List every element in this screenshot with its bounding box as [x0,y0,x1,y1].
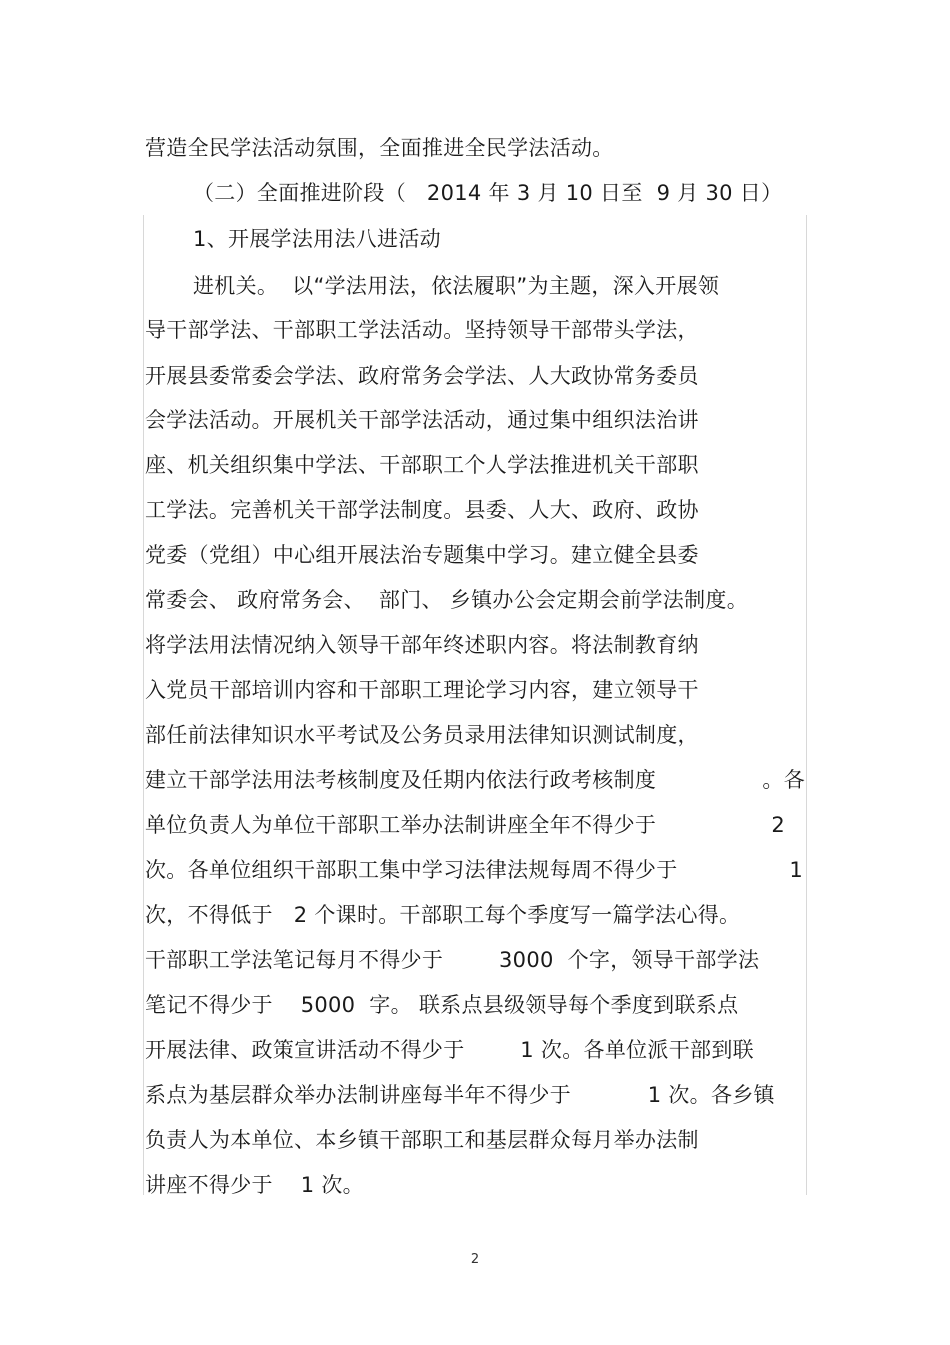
paragraph-line: 入党员干部培训内容和干部职工理论学习内容，建立领导干 [145,678,699,702]
line-tail: 1 [789,858,803,882]
paragraph-line: 次，不得低于 2 个课时。干部职工每个季度写一篇学法心得。 [145,903,741,927]
paragraph-line: 将学法用法情况纳入领导干部年终述职内容。将法制教育纳 [145,633,699,657]
line-tail: 2 [771,813,785,837]
paragraph-line: 党委（党组）中心组开展法治专题集中学习。建立健全县委 [145,543,699,567]
subsection-heading: 1、开展学法用法八进活动 [193,227,441,251]
paragraph-line: 会学法活动。开展机关干部学法活动，通过集中组织法治讲 [145,408,699,432]
paragraph-line: 座、机关组织集中学法、干部职工个人学法推进机关干部职 [145,453,699,477]
line-text: 次。各单位组织干部职工集中学习法律法规每周不得少于 [145,858,678,882]
paragraph-line: 笔记不得少于 5000 字。 联系点县级领导每个季度到联系点 [145,993,739,1017]
right-margin-rule [806,215,807,1195]
paragraph-line: 进机关。 以“学法用法，依法履职”为主题，深入开展领 [193,274,720,298]
paragraph-line: 讲座不得少于 1 次。 [145,1173,364,1197]
paragraph-line: 部任前法律知识水平考试及公务员录用法律知识测试制度， [145,723,699,747]
paragraph-line [145,765,805,795]
line-tail: 。各 [762,768,805,792]
line-text: 单位负责人为单位干部职工举办法制讲座全年不得少于 [145,813,657,837]
paragraph-line [145,810,785,840]
paragraph-line: 负责人为本单位、本乡镇干部职工和基层群众每月举办法制 [145,1128,699,1152]
paragraph-line: 系点为基层群众举办法制讲座每半年不得少于 1 次。各乡镇 [145,1083,775,1107]
paragraph-line: 干部职工学法笔记每月不得少于 3000 个字，领导干部学法 [145,948,760,972]
section-heading: （二）全面推进阶段（ 2014 年 3 月 10 日至 9 月 30 日） [193,181,783,205]
paragraph-line: 导干部学法、干部职工学法活动。坚持领导干部带头学法， [145,318,699,342]
paragraph-line: 开展县委常委会学法、政府常务会学法、人大政协常务委员 [145,364,699,388]
paragraph-line: 开展法律、政策宣讲活动不得少于 1 次。各单位派干部到联 [145,1038,754,1062]
paragraph-line: 常委会、 政府常务会、 部门、 乡镇办公会定期会前学法制度。 [145,588,748,612]
page-number: 2 [470,1252,480,1267]
paragraph-line [145,855,803,885]
paragraph-line: 工学法。完善机关干部学法制度。县委、人大、政府、政协 [145,498,699,522]
line-text: 建立干部学法用法考核制度及任期内依法行政考核制度 [145,768,657,792]
text-line-1: 营造全民学法活动氛围，全面推进全民学法活动。 [145,136,614,160]
left-margin-rule [143,215,144,1195]
